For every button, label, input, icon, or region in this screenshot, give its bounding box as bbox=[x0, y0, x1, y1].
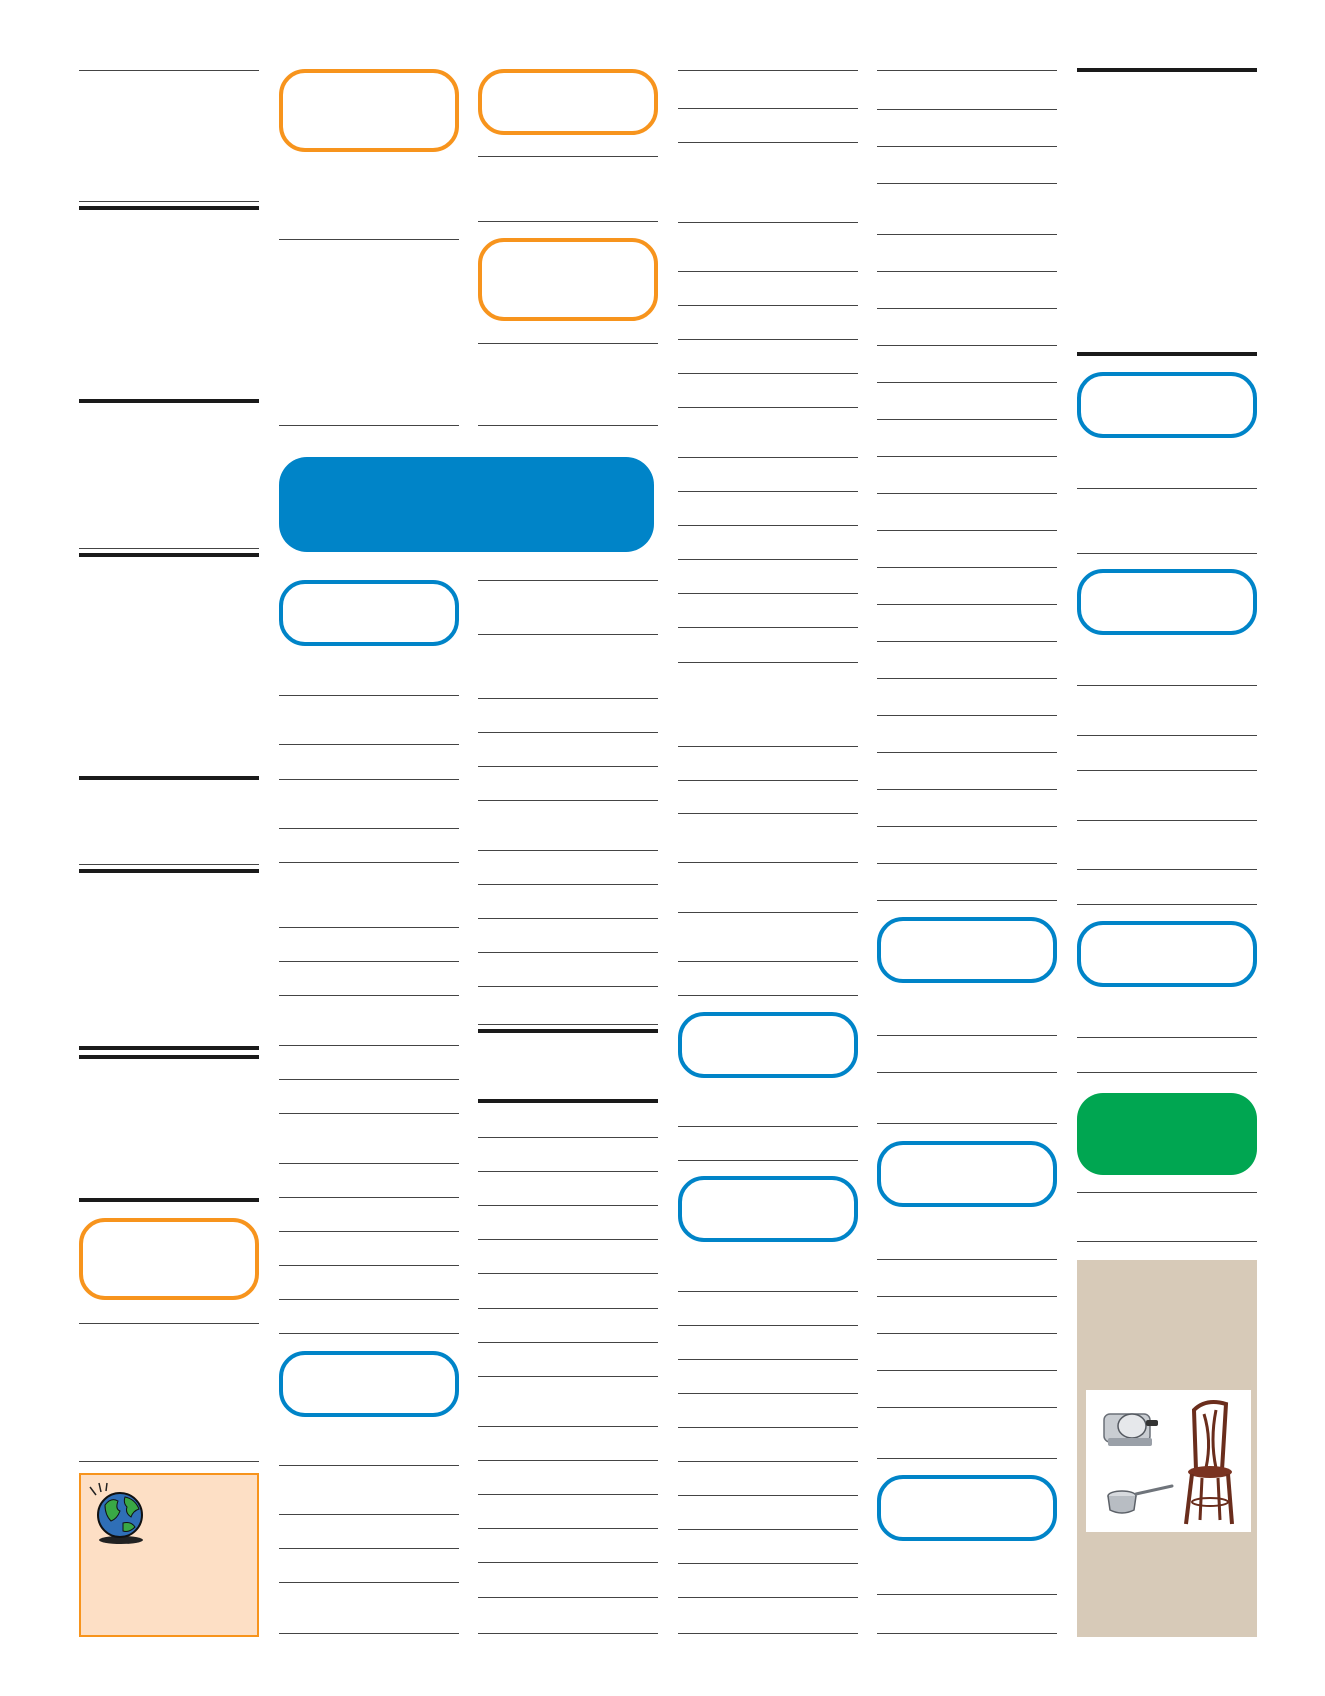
section-heading-rule bbox=[79, 206, 259, 210]
column-5 bbox=[877, 0, 1057, 1696]
section-divider bbox=[877, 1035, 1057, 1036]
section-divider bbox=[678, 339, 858, 340]
section-divider bbox=[279, 1633, 459, 1634]
section-divider bbox=[678, 108, 858, 109]
section-heading-rule bbox=[79, 1046, 259, 1050]
section-divider bbox=[1077, 904, 1257, 905]
globe-icon bbox=[87, 1481, 151, 1545]
section-divider bbox=[478, 1562, 658, 1563]
section-divider bbox=[678, 1126, 858, 1127]
section-divider bbox=[678, 491, 858, 492]
column-4 bbox=[678, 0, 858, 1696]
section-heading-rule bbox=[79, 869, 259, 873]
section-divider bbox=[279, 239, 459, 240]
section-divider bbox=[877, 308, 1057, 309]
section-divider bbox=[877, 900, 1057, 901]
section-divider bbox=[279, 961, 459, 962]
section-divider bbox=[877, 1633, 1057, 1634]
section-divider bbox=[478, 918, 658, 919]
section-divider bbox=[1077, 1192, 1257, 1193]
section-divider bbox=[478, 1205, 658, 1206]
section-divider bbox=[678, 1461, 858, 1462]
section-divider bbox=[678, 593, 858, 594]
blue-callout-box bbox=[1077, 921, 1257, 987]
section-divider bbox=[478, 1633, 658, 1634]
section-divider bbox=[877, 493, 1057, 494]
section-divider bbox=[478, 732, 658, 733]
section-divider bbox=[1077, 553, 1257, 554]
section-divider bbox=[678, 1597, 858, 1598]
section-divider bbox=[478, 1171, 658, 1172]
section-divider bbox=[478, 952, 658, 953]
section-divider bbox=[678, 1633, 858, 1634]
section-divider bbox=[678, 142, 858, 143]
section-divider bbox=[279, 1333, 459, 1334]
column-6 bbox=[1077, 0, 1257, 1696]
section-divider bbox=[1077, 770, 1257, 771]
blue-callout-box bbox=[279, 1351, 459, 1417]
section-divider bbox=[877, 641, 1057, 642]
section-divider bbox=[877, 567, 1057, 568]
section-divider bbox=[1077, 735, 1257, 736]
section-divider bbox=[877, 183, 1057, 184]
section-divider bbox=[678, 813, 858, 814]
section-heading-rule bbox=[1077, 68, 1257, 72]
section-divider bbox=[678, 559, 858, 560]
section-divider bbox=[79, 70, 259, 71]
section-divider bbox=[678, 271, 858, 272]
section-heading-rule bbox=[79, 1198, 259, 1202]
section-divider bbox=[678, 780, 858, 781]
section-divider bbox=[877, 530, 1057, 531]
section-divider bbox=[678, 961, 858, 962]
section-heading-rule bbox=[79, 399, 259, 403]
section-divider bbox=[877, 1458, 1057, 1459]
section-divider bbox=[279, 862, 459, 863]
green-section-banner bbox=[1077, 1093, 1257, 1175]
section-divider bbox=[279, 744, 459, 745]
section-heading-rule bbox=[1077, 352, 1257, 356]
column-1 bbox=[79, 0, 259, 1696]
section-divider bbox=[478, 156, 658, 157]
blue-callout-box bbox=[1077, 569, 1257, 635]
section-divider bbox=[1077, 1037, 1257, 1038]
section-divider bbox=[678, 1427, 858, 1428]
blue-callout-box bbox=[877, 917, 1057, 983]
section-divider bbox=[678, 1563, 858, 1564]
section-divider bbox=[877, 863, 1057, 864]
section-heading-rule bbox=[79, 1055, 259, 1059]
section-divider bbox=[478, 1273, 658, 1274]
section-divider bbox=[478, 1494, 658, 1495]
section-divider bbox=[877, 271, 1057, 272]
section-divider bbox=[678, 373, 858, 374]
section-divider bbox=[877, 1296, 1057, 1297]
blue-callout-box bbox=[678, 1012, 858, 1078]
section-divider bbox=[877, 109, 1057, 110]
section-divider bbox=[678, 70, 858, 71]
section-divider bbox=[478, 884, 658, 885]
section-divider bbox=[478, 1426, 658, 1427]
section-divider bbox=[877, 345, 1057, 346]
section-divider bbox=[877, 678, 1057, 679]
section-divider bbox=[678, 1160, 858, 1161]
section-divider bbox=[678, 1529, 858, 1530]
section-divider bbox=[478, 425, 658, 426]
orange-callout-box bbox=[79, 1218, 259, 1300]
section-divider bbox=[478, 634, 658, 635]
section-divider bbox=[79, 1461, 259, 1462]
section-divider bbox=[678, 1495, 858, 1496]
section-divider bbox=[877, 826, 1057, 827]
section-divider bbox=[877, 604, 1057, 605]
section-divider bbox=[279, 927, 459, 928]
orange-callout-box bbox=[478, 238, 658, 321]
section-divider bbox=[678, 407, 858, 408]
section-divider bbox=[678, 1393, 858, 1394]
section-divider bbox=[478, 986, 658, 987]
section-heading-rule bbox=[478, 1029, 658, 1033]
section-divider bbox=[1077, 488, 1257, 489]
section-divider bbox=[79, 548, 259, 549]
section-divider bbox=[877, 1407, 1057, 1408]
section-divider bbox=[279, 1514, 459, 1515]
orange-callout-box bbox=[279, 69, 459, 152]
section-heading-rule bbox=[79, 776, 259, 780]
product-photo bbox=[1086, 1390, 1251, 1532]
kitchen-equipment-and-chair-photo bbox=[1086, 1390, 1251, 1532]
section-divider bbox=[279, 1045, 459, 1046]
section-heading-rule bbox=[79, 553, 259, 557]
section-divider bbox=[478, 343, 658, 344]
section-divider bbox=[877, 1333, 1057, 1334]
section-divider bbox=[478, 1239, 658, 1240]
section-divider bbox=[877, 419, 1057, 420]
section-divider bbox=[678, 1325, 858, 1326]
section-divider bbox=[678, 995, 858, 996]
section-divider bbox=[877, 234, 1057, 235]
section-divider bbox=[478, 850, 658, 851]
section-divider bbox=[478, 800, 658, 801]
section-divider bbox=[678, 862, 858, 863]
section-divider bbox=[1077, 685, 1257, 686]
section-divider bbox=[678, 457, 858, 458]
blue-callout-box bbox=[877, 1475, 1057, 1541]
section-divider bbox=[877, 382, 1057, 383]
section-divider bbox=[478, 1460, 658, 1461]
section-divider bbox=[877, 146, 1057, 147]
section-divider bbox=[279, 1197, 459, 1198]
section-divider bbox=[1077, 1241, 1257, 1242]
section-divider bbox=[478, 766, 658, 767]
section-divider bbox=[279, 1299, 459, 1300]
column-3 bbox=[478, 0, 658, 1696]
section-divider bbox=[279, 1265, 459, 1266]
section-divider bbox=[678, 627, 858, 628]
section-divider bbox=[279, 695, 459, 696]
section-divider bbox=[478, 1024, 658, 1025]
section-divider bbox=[877, 1072, 1057, 1073]
section-divider bbox=[877, 456, 1057, 457]
section-divider bbox=[678, 912, 858, 913]
section-divider bbox=[678, 222, 858, 223]
section-heading-rule bbox=[478, 1099, 658, 1103]
section-divider bbox=[478, 1528, 658, 1529]
section-divider bbox=[478, 1137, 658, 1138]
section-divider bbox=[678, 1359, 858, 1360]
section-divider bbox=[1077, 820, 1257, 821]
section-divider bbox=[877, 1259, 1057, 1260]
sidebar-note-box bbox=[79, 1473, 259, 1637]
blue-callout-box bbox=[877, 1141, 1057, 1207]
advertisement-panel bbox=[1077, 1260, 1257, 1637]
section-divider bbox=[877, 1123, 1057, 1124]
section-divider bbox=[877, 70, 1057, 71]
section-divider bbox=[279, 995, 459, 996]
section-divider bbox=[478, 1342, 658, 1343]
section-divider bbox=[678, 1291, 858, 1292]
section-divider bbox=[678, 746, 858, 747]
section-divider bbox=[279, 1163, 459, 1164]
section-divider bbox=[79, 864, 259, 865]
section-divider bbox=[1077, 869, 1257, 870]
section-divider bbox=[279, 779, 459, 780]
section-divider bbox=[678, 305, 858, 306]
blue-callout-box bbox=[279, 580, 459, 646]
blue-callout-box bbox=[678, 1176, 858, 1242]
section-divider bbox=[279, 1465, 459, 1466]
section-divider bbox=[1077, 1072, 1257, 1073]
section-divider bbox=[279, 828, 459, 829]
section-divider bbox=[79, 1323, 259, 1324]
section-divider bbox=[678, 662, 858, 663]
blue-callout-box bbox=[1077, 372, 1257, 438]
section-divider bbox=[79, 201, 259, 202]
section-divider bbox=[877, 1370, 1057, 1371]
section-divider bbox=[678, 525, 858, 526]
section-divider bbox=[279, 1231, 459, 1232]
section-divider bbox=[478, 1376, 658, 1377]
section-divider bbox=[279, 425, 459, 426]
section-divider bbox=[478, 221, 658, 222]
orange-callout-box bbox=[478, 69, 658, 135]
section-divider bbox=[478, 1308, 658, 1309]
section-divider bbox=[279, 1113, 459, 1114]
section-divider bbox=[478, 698, 658, 699]
section-divider bbox=[279, 1548, 459, 1549]
section-divider bbox=[279, 1079, 459, 1080]
section-divider bbox=[877, 715, 1057, 716]
section-divider bbox=[478, 580, 658, 581]
section-divider bbox=[877, 1594, 1057, 1595]
section-divider bbox=[279, 1582, 459, 1583]
section-divider bbox=[877, 752, 1057, 753]
column-2 bbox=[279, 0, 459, 1696]
section-divider bbox=[877, 789, 1057, 790]
section-divider bbox=[478, 1597, 658, 1598]
